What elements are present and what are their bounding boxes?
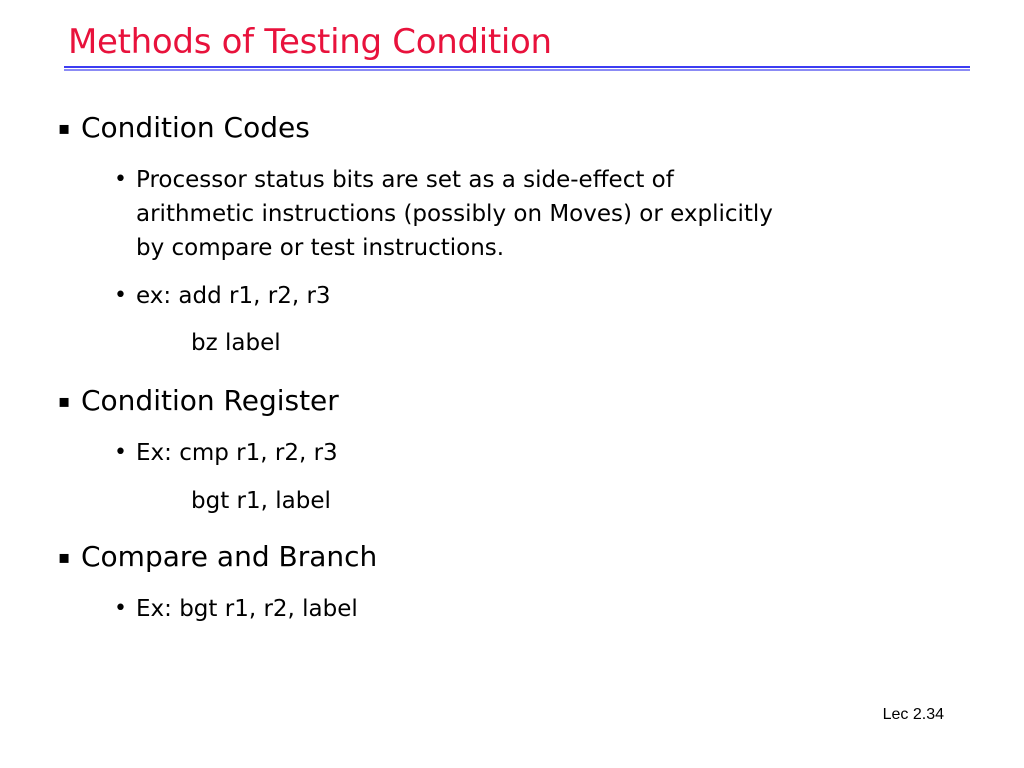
dot-bullet-icon: • [114, 167, 127, 192]
slide-title: Methods of Testing Condition [68, 22, 552, 62]
list-item-text-continued: arithmetic instructions (possibly on Moves) or explicitly [136, 201, 773, 227]
code-example-line: Ex: cmp r1, r2, r3 [136, 440, 338, 466]
section-heading-condition-register: Condition Register [81, 384, 339, 417]
code-example-line: Ex: bgt r1, r2, label [136, 596, 358, 622]
code-example-line: ex: add r1, r2, r3 [136, 283, 331, 309]
dot-bullet-icon: • [114, 596, 127, 621]
square-bullet-icon: ▪ [58, 547, 71, 568]
dot-bullet-icon: • [114, 283, 127, 308]
list-item-text-continued: by compare or test instructions. [136, 235, 505, 261]
code-example-line: bgt r1, label [191, 488, 331, 514]
list-item-text: Processor status bits are set as a side-effect of [136, 167, 674, 193]
section-heading-condition-codes: Condition Codes [81, 111, 310, 144]
slide-number: Lec 2.34 [882, 706, 944, 723]
square-bullet-icon: ▪ [58, 118, 71, 139]
square-bullet-icon: ▪ [58, 391, 71, 412]
section-heading-compare-and-branch: Compare and Branch [81, 540, 378, 573]
code-example-line: bz label [191, 330, 281, 356]
dot-bullet-icon: • [114, 440, 127, 465]
title-underline-shadow [64, 69, 970, 71]
title-underline [64, 66, 970, 68]
